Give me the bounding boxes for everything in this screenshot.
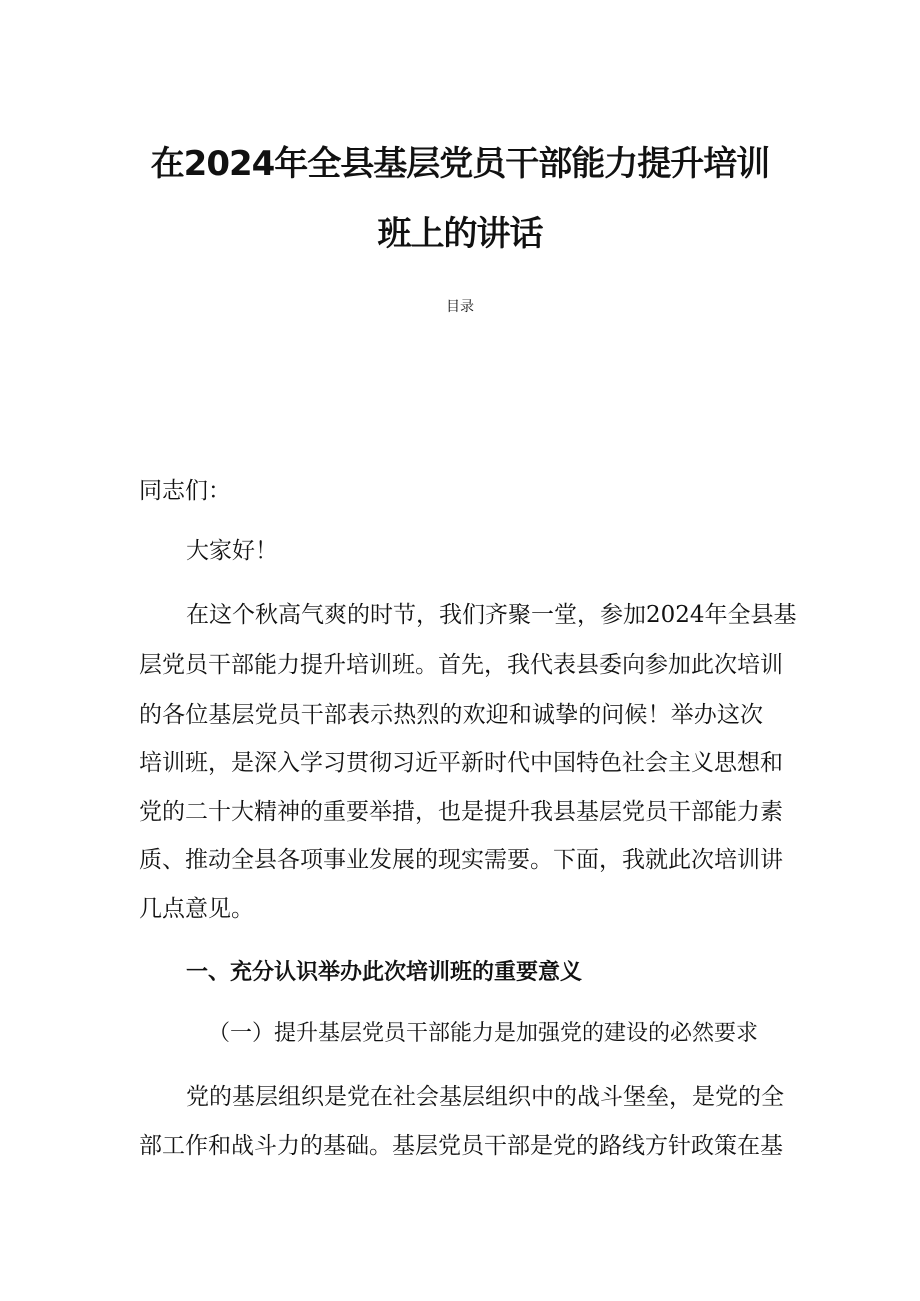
intro-line-1: 在这个秋高气爽的时节，我们齐聚一堂，参加2024年全县基 (186, 602, 797, 628)
section-heading-1: 一、充分认识举办此次培训班的重要意义 (186, 960, 583, 985)
intro-line-2: 层党员干部能力提升培训班。首先，我代表县委向参加此次培训 (139, 652, 783, 678)
greeting: 大家好！ (186, 538, 278, 564)
intro-line-4: 培训班，是深入学习贯彻习近平新时代中国特色社会主义思想和 (139, 750, 783, 776)
toc-label: 目录 (446, 299, 474, 315)
body-line-2: 部工作和战斗力的基础。基层党员干部是党的路线方针政策在基 (139, 1133, 783, 1159)
body-line-1: 党的基层组织是党在社会基层组织中的战斗堡垒，是党的全 (186, 1084, 784, 1110)
document-title-line-2: 班上的讲话 (377, 214, 543, 254)
intro-line-5: 党的二十大精神的重要举措，也是提升我县基层党员干部能力素 (139, 799, 783, 825)
intro-line-7: 几点意见。 (139, 896, 254, 922)
document-title-line-1: 在2024年全县基层党员干部能力提升培训 (150, 144, 770, 184)
subsection-heading-1: （一）提升基层党员干部能力是加强党的建设的必然要求 (208, 1021, 759, 1046)
salutation: 同志们： (139, 478, 231, 504)
intro-line-3: 的各位基层党员干部表示热烈的欢迎和诚挚的问候！举办这次 (139, 702, 763, 728)
intro-line-6: 质、推动全县各项事业发展的现实需要。下面，我就此次培训讲 (139, 847, 783, 873)
